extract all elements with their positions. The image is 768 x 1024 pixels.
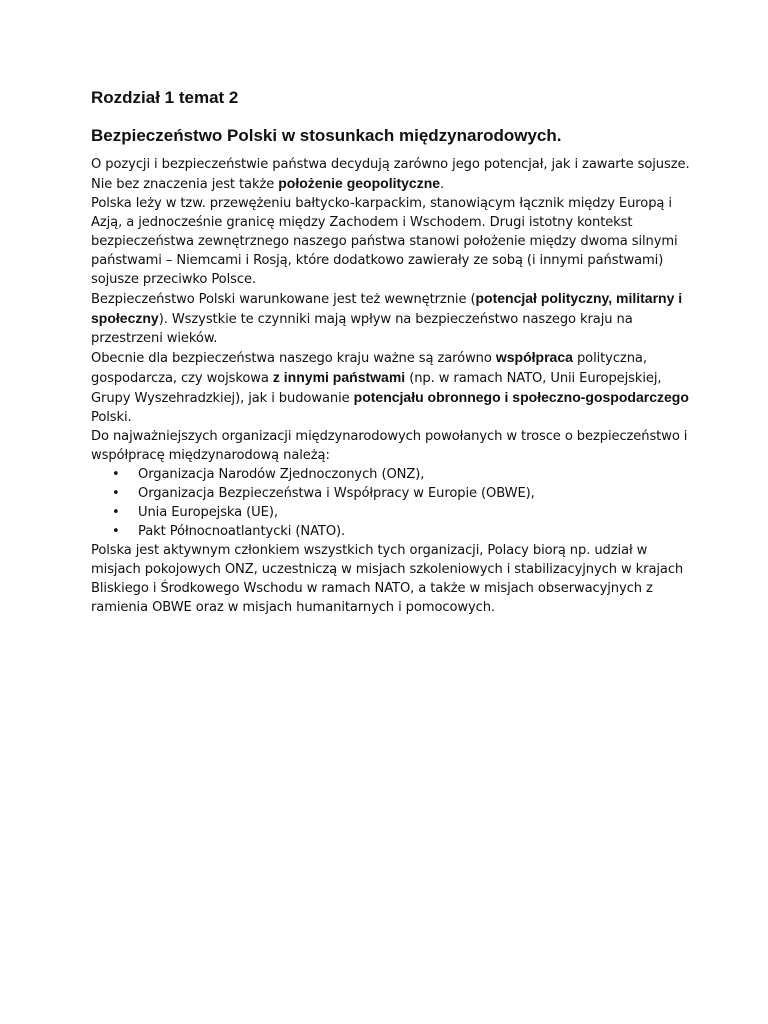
text-run: Polski. xyxy=(91,410,132,425)
list-item xyxy=(91,503,691,522)
bold-term: położenie geopolityczne xyxy=(278,175,441,191)
bullet-icon: • xyxy=(112,486,120,501)
list-item-text: Pakt Północnoatlantycki (NATO). xyxy=(138,524,346,539)
paragraph-geography: Polska leży w tzw. przewężeniu bałtycko-karpackim, stanowiącym łącznik między Europą i Azją, a jednocześnie granicę między Zachodem i Wschodem. Drugi istotny kontekst bezpieczeństwa zewnętrznego naszego państwa stanowi położenie między dwoma silnymi państwami – Niemcami i Rosją, które dodatkowo zawierały ze sobą (i innymi państwami) sojusze przeciwko Polsce. xyxy=(91,196,678,287)
bold-term: potencjału obronnego i społeczno-gospodarczego xyxy=(353,389,689,405)
bold-term: z innymi państwami xyxy=(272,369,406,385)
text-run: (np. w ramach NATO, Unii Europejskiej, Grupy Wyszehradzkiej), jak i budowanie xyxy=(91,371,662,406)
document-body xyxy=(91,86,691,617)
paragraph-intro xyxy=(91,155,691,194)
text-run: ). Wszystkie te czynniki mają wpływ na bezpieczeństwo naszego kraju na przestrzeni wieków. xyxy=(91,312,633,346)
bullet-icon: • xyxy=(112,467,120,482)
list-item xyxy=(91,465,691,484)
text-run: polityczna, gospodarcza, czy wojskowa xyxy=(91,351,647,386)
bullet-icon: • xyxy=(112,505,120,520)
list-item-text: Organizacja Bezpieczeństwa i Współpracy w Europie (OBWE), xyxy=(138,486,535,501)
paragraph-internal xyxy=(91,289,691,348)
list-item-text: Unia Europejska (UE), xyxy=(138,505,278,520)
paragraph-organizations-intro: Do najważniejszych organizacji międzynarodowych powołanych w trosce o bezpieczeństwo i współpracę międzynarodową należą: xyxy=(91,429,688,463)
list-item-text: Organizacja Narodów Zjednoczonych (ONZ), xyxy=(138,467,425,482)
text-run: O pozycji i bezpieczeństwie państwa decydują zarówno jego potencjał, jak i zawarte sojusze. Nie bez znaczenia jest także xyxy=(91,157,690,192)
bullet-icon: • xyxy=(112,524,120,539)
chapter-heading: Rozdział 1 temat 2 xyxy=(91,88,239,107)
document-title: Bezpieczeństwo Polski w stosunkach międzynarodowych. xyxy=(91,126,562,145)
organizations-list xyxy=(91,465,691,541)
text-run: Obecnie dla bezpieczeństwa naszego kraju ważne są zarówno xyxy=(91,351,496,366)
text-run: Bezpieczeństwo Polski warunkowane jest też wewnętrznie ( xyxy=(91,292,476,307)
paragraph-cooperation xyxy=(91,348,691,427)
text-run: . xyxy=(440,177,445,192)
list-item xyxy=(91,522,691,541)
bold-term: potencjał polityczny, militarny i społeczny xyxy=(91,290,683,326)
list-item xyxy=(91,484,691,503)
bold-term: współpraca xyxy=(495,349,573,365)
paragraph-membership: Polska jest aktywnym członkiem wszystkich tych organizacji, Polacy biorą np. udział w misjach pokojowych ONZ, uczestniczą w misjach szkoleniowych i stabilizacyjnych w krajach Bliskiego i Środkowego Wschodu w ramach NATO, a także w misjach obserwacyjnych z ramienia OBWE oraz w misjach humanitarnych i pomocowych. xyxy=(91,543,684,615)
